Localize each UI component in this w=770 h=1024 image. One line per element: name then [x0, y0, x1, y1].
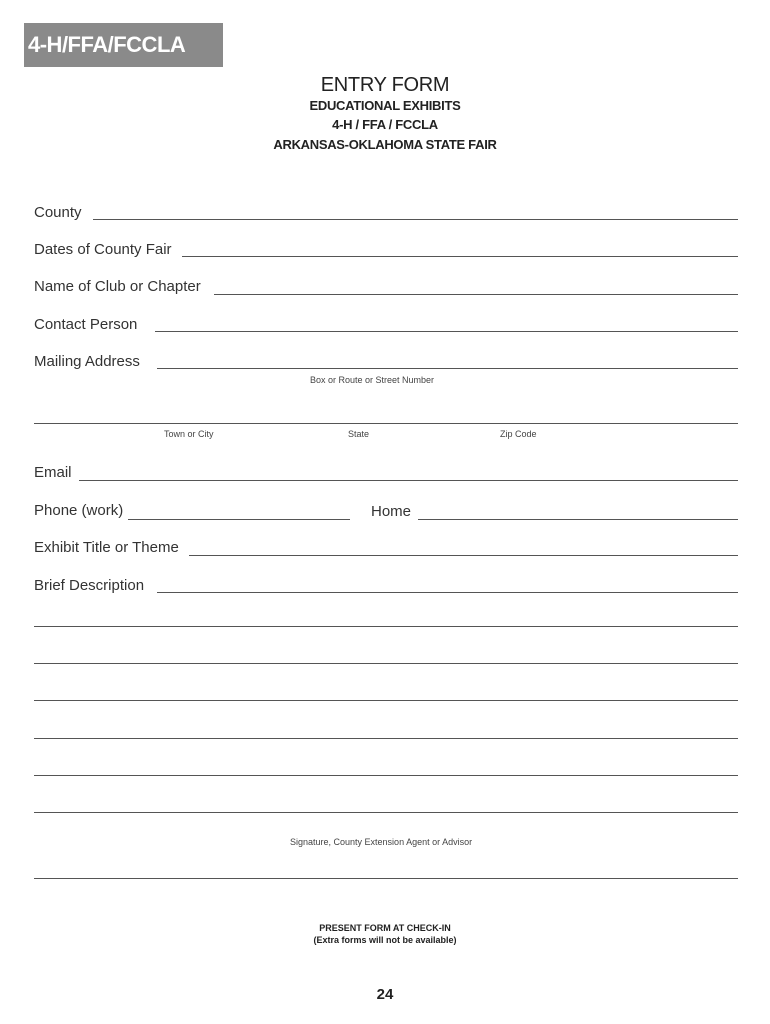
email-label: Email: [34, 464, 72, 481]
page-number: 24: [376, 986, 394, 1003]
signature-field[interactable]: [34, 878, 738, 879]
club-or-chapter-label: Name of Club or Chapter: [34, 278, 201, 295]
club-or-chapter-field[interactable]: [214, 294, 738, 295]
extra-forms-notice: (Extra forms will not be available): [313, 935, 457, 945]
description-line[interactable]: [34, 700, 738, 701]
description-line[interactable]: [34, 738, 738, 739]
brief-description-label: Brief Description: [34, 577, 145, 594]
county-label: County: [34, 204, 82, 221]
dates-of-county-fair-field[interactable]: [182, 256, 738, 257]
description-line[interactable]: [34, 663, 738, 664]
form-subtitle-programs: 4-H / FFA / FCCLA: [332, 117, 438, 132]
program-banner: 4-H/FFA/FCCLA: [24, 23, 223, 67]
phone-work-label: Phone (work): [34, 502, 124, 519]
check-in-notice: PRESENT FORM AT CHECK-IN: [319, 923, 451, 933]
mailing-address-street-field[interactable]: [157, 368, 738, 369]
signature-caption: Signature, County Extension Agent or Advisor: [290, 837, 473, 847]
description-line[interactable]: [34, 626, 738, 627]
street-caption: Box or Route or Street Number: [310, 375, 435, 385]
form-subtitle-fair: ARKANSAS-OKLAHOMA STATE FAIR: [273, 137, 497, 152]
mailing-address-label: Mailing Address: [34, 353, 140, 370]
description-line[interactable]: [34, 775, 738, 776]
home-phone-label: Home: [371, 503, 412, 520]
state-caption: State: [348, 429, 370, 439]
form-subtitle-exhibits: EDUCATIONAL EXHIBITS: [309, 98, 461, 113]
county-field[interactable]: [93, 219, 738, 220]
email-field[interactable]: [79, 480, 738, 481]
contact-person-field[interactable]: [155, 331, 738, 332]
contact-person-label: Contact Person: [34, 316, 138, 333]
exhibit-title-field[interactable]: [189, 555, 738, 556]
exhibit-title-label: Exhibit Title or Theme: [34, 539, 179, 556]
brief-description-field[interactable]: [157, 592, 738, 593]
zip-caption: Zip Code: [500, 429, 537, 439]
form-title: ENTRY FORM: [320, 74, 450, 96]
dates-of-county-fair-label: Dates of County Fair: [34, 241, 172, 258]
description-line[interactable]: [34, 812, 738, 813]
mailing-address-city-field[interactable]: [34, 423, 738, 424]
home-phone-field[interactable]: [418, 519, 738, 520]
phone-work-field[interactable]: [128, 519, 350, 520]
town-caption: Town or City: [164, 429, 214, 439]
